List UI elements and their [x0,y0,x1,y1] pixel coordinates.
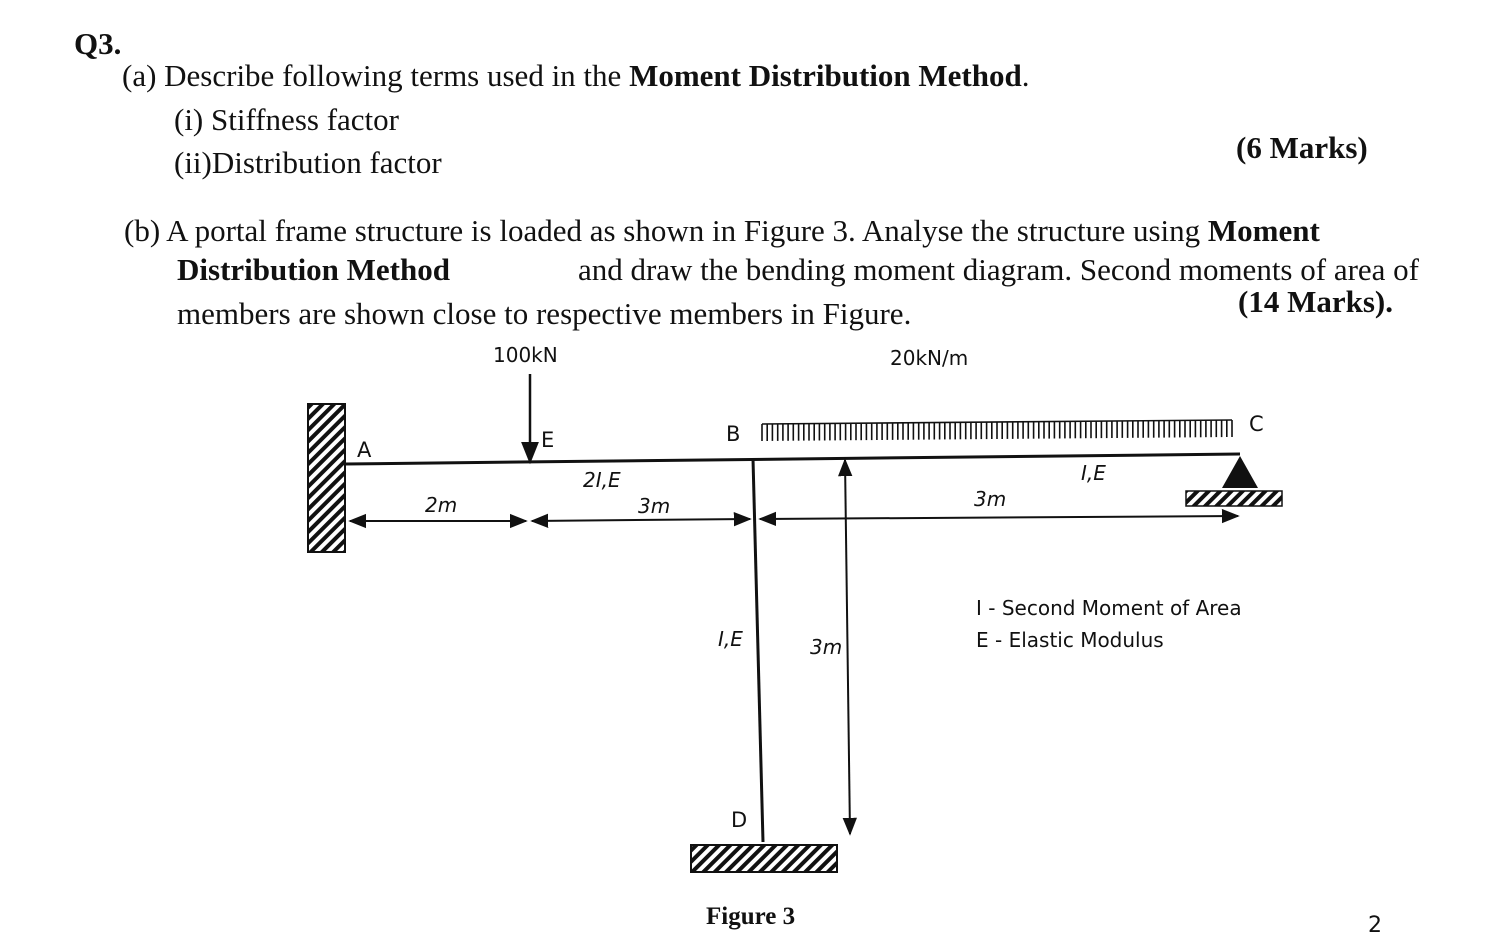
node-label-a: A [357,438,372,462]
node-label-e: E [541,428,555,452]
part-b-line-3: members are shown close to respective members in Figure. [177,296,912,331]
part-b-line-1-bold: Moment [1207,213,1320,248]
question-number: Q3. [74,26,122,61]
dimension-label-ae: 2m [425,493,458,517]
figure-caption: Figure 3 [706,903,796,930]
pin-ground-c [1186,491,1282,506]
part-a-intro-end: . [1021,58,1030,93]
dimension-line-bd [845,460,850,834]
fixed-support-d [691,845,837,872]
node-label-c: C [1249,412,1264,436]
node-label-b: B [726,422,741,446]
part-b-line-2-bold: Distribution Method [177,252,450,287]
point-load-label: 100kN [493,343,558,367]
dimension-line-bc [760,516,1238,519]
udl-load [762,420,1232,441]
part-a-item-1: (i) Stiffness factor [174,102,399,137]
part-a-intro-text: (a) Describe following terms used in the [122,58,622,93]
member-label-bd: I,E [718,627,743,651]
part-a-intro-bold: Moment Distribution Method [629,58,1022,93]
dimension-label-bc: 3m [974,487,1007,511]
member-label-bc: I,E [1081,461,1106,485]
legend-line-1: I - Second Moment of Area [976,596,1242,620]
page-number: 2 [1368,913,1382,934]
node-label-d: D [731,808,748,832]
part-b-marks: (14 Marks). [1238,284,1393,319]
part-a-marks: (6 Marks) [1236,130,1368,165]
dimension-line-eb [532,519,750,521]
udl-label: 20kN/m [890,346,969,370]
fixed-support-a [308,404,345,552]
pin-support-c [1222,456,1258,488]
part-b-line-1-text: (b) A portal frame structure is loaded as shown in Figure 3. Analyse the structure using [124,213,1201,248]
column-bd [753,459,763,842]
part-a-item-2: (ii)Distribution factor [174,145,442,180]
part-b-line-2-text: and draw the bending moment diagram. Second moments of area of [577,252,1419,287]
legend-line-2: E - Elastic Modulus [976,628,1164,652]
dimension-label-eb: 3m [638,494,671,518]
member-label-ab: 2I,E [583,468,621,492]
dimension-label-bd: 3m [810,635,843,659]
